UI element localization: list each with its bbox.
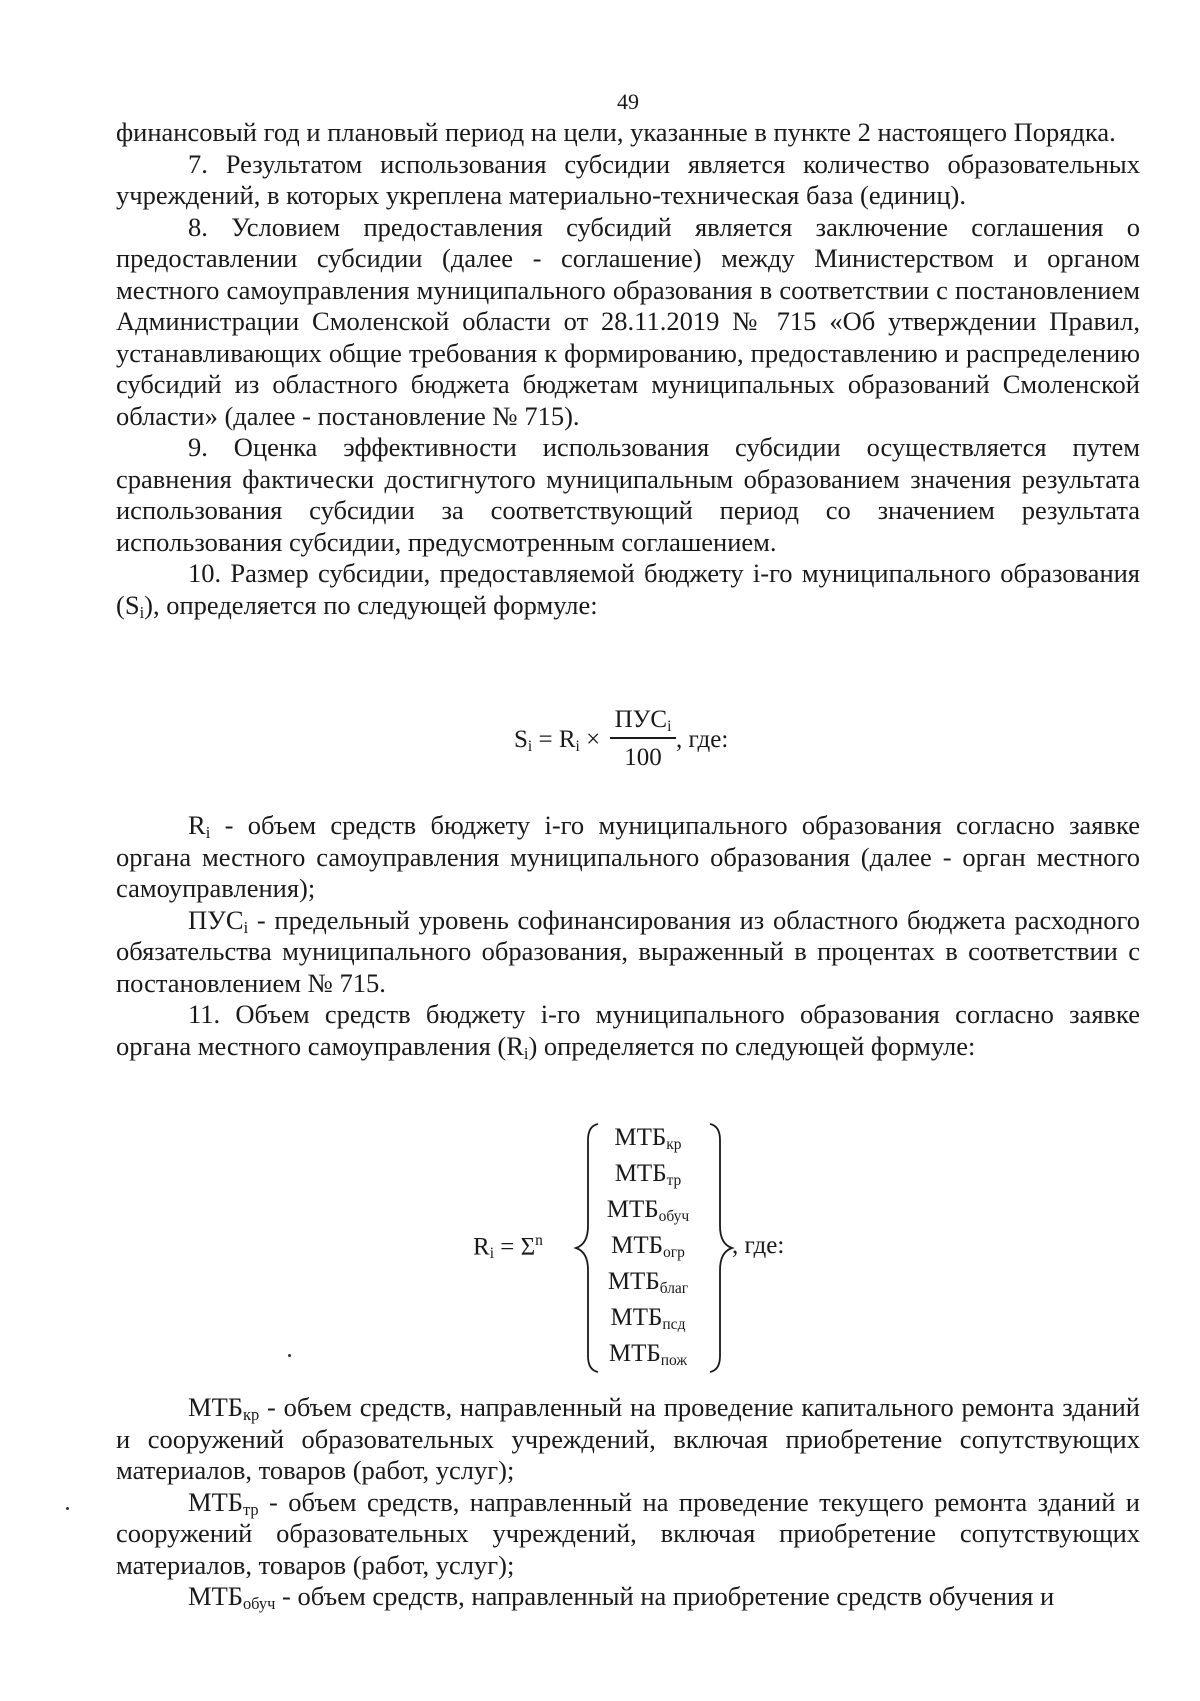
formula2-item: $МТБ_{благ}$	[607, 1268, 689, 1297]
formula1-tail: , где:	[676, 726, 729, 753]
page-number: 49	[617, 89, 639, 114]
scan-speck	[288, 1354, 291, 1357]
definition-mtb-kr: $МТБ_{кр}$ - объем средств, направленный на проведение капитального ремонта зданий и сооружений образовательных учреждений, включая приобретение сопутствующих материалов, товаров (работ, услуг);	[116, 1392, 1140, 1485]
formula1-numerator: $ПУС_i$	[614, 706, 672, 735]
formula1-lhs: $S_i = R_i$ ×	[514, 726, 601, 755]
formula-funds-volume	[116, 1118, 1140, 1378]
paragraph-7: 7. Результатом использования субсидии является количество образовательных учреждений, в которых укреплена материально-техническая база (единиц).	[116, 148, 1140, 210]
paragraph-10-sub: i	[139, 602, 145, 622]
scan-speck	[66, 1507, 69, 1510]
text-block-bottom	[116, 1392, 1140, 1613]
formula1-denominator: 100	[624, 743, 662, 771]
paragraph-10-text-b: ), определяется по следующей формуле:	[144, 589, 598, 620]
formula2-item: $МТБ_{обуч}$	[606, 1196, 690, 1225]
formula2-item: $МТБ_{пож}$	[608, 1340, 688, 1369]
text-block-middle	[116, 810, 1140, 1062]
formula-subsidy-size	[116, 705, 1140, 785]
paragraph-continuation: финансовый год и плановый период на цели, указанные в пункте 2 настоящего Порядка.	[116, 117, 1116, 147]
paragraph-10-text-a: 10. Размер субсидии, предоставляемой бюджету i-го муниципального образования (S	[116, 558, 1140, 620]
formula2-tail: , где:	[732, 1232, 785, 1259]
formula2-items	[588, 1120, 708, 1372]
formula2-item: $МТБ_{кр}$	[614, 1124, 682, 1153]
paragraph-8: 8. Условием предоставления субсидий является заключение соглашения о предоставлении субсидии (далее - соглашение) между Министерством и органом местного самоуправления муниципального образования в соответствии с постановлением Администрации Смоленской области от 28.11.2019 № 715 «Об утверждении Правил, устанавливающих общие требования к формированию, предоставлению и распределению субсидий из областного бюджета бюджетам муниципальных образований Смоленской области» (далее - постановление № 715).	[116, 211, 1140, 431]
formula2-item: $МТБ_{тр}$	[614, 1160, 682, 1189]
formula2-item: $МТБ_{псд}$	[610, 1304, 686, 1333]
paragraph-9: 9. Оценка эффективности использования субсидии осуществляется путем сравнения фактически достигнутого муниципальным образованием значения результата использования субсидии за соответствующий период со значением результата использования субсидии, предусмотренным соглашением.	[116, 432, 1140, 557]
text-block-top	[116, 117, 1140, 621]
definition-pus: $ПУС_i$ - предельный уровень софинансирования из областного бюджета расходного обязательства муниципального образования, выраженный в процентах в соответствии с постановлением № 715.	[116, 904, 1140, 998]
formula2-item: $МТБ_{огр}$	[611, 1232, 685, 1261]
definition-mtb-obuch: $МТБ_{обуч}$ - объем средств, направленный на приобретение средств обучения и	[188, 1581, 1055, 1614]
paragraph-10	[116, 558, 1140, 621]
formula1-fraction	[610, 705, 676, 773]
document-page	[116, 0, 1140, 1701]
definition-r: $R_i$ - объем средств бюджету i-го муниципального образования согласно заявке органа местного самоуправления муниципального образования (далее - орган местного самоуправления);	[116, 810, 1140, 903]
definition-mtb-tr: $МТБ_{тр}$ - объем средств, направленный на проведение текущего ремонта зданий и сооружений образовательных учреждений, включая приобретение сопутствующих материалов, товаров (работ, услуг);	[116, 1486, 1140, 1580]
fraction-bar	[610, 737, 676, 739]
paragraph-11: 11. Объем средств бюджету i-го муниципального образования согласно заявке органа местного самоуправления $(R_i)$ определяется по следующей формуле:	[116, 999, 1140, 1063]
formula2-lhs: $R_i = \Sigma^n$	[473, 1232, 543, 1263]
